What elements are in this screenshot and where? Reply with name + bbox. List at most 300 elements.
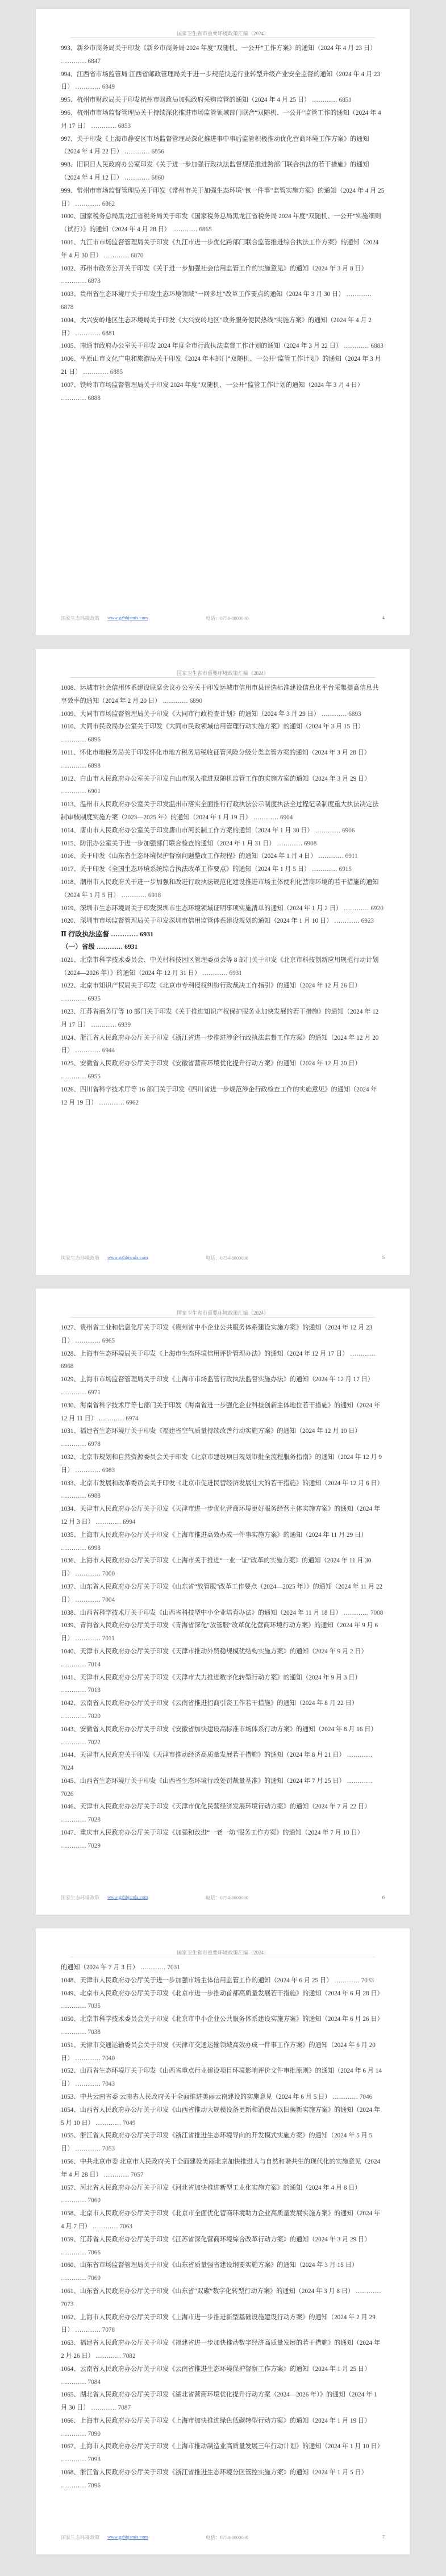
entry-title: 1055、浙江省人民政府办公厅关于印发《浙江省推进生态环境导向的开发模式实施方案》的通知（2024 年 5 月 5 日） — [61, 2132, 373, 2153]
toc-entry[interactable] — [61, 2039, 385, 2065]
entry-title: 1014、唐山市人民政府办公室关于印发唐山市河长制工作方案的通知（2024 年 1 月 30 日） — [61, 827, 314, 834]
entry-title: 1030、海南省科学技术厅等七部门关于印发《海南省进一步强化企业科技创新主体地位若干措施》的通知（2024 年 12 月 11 日） — [61, 1402, 381, 1422]
entry-page-number: 6883 — [370, 343, 384, 350]
entry-title: 1031、福建省生态环境厅关于印发《福建省空气质量持续改善行动实施方案》的通知（2024 年 12 月 10 日） — [61, 1428, 361, 1435]
header-divider — [70, 1317, 376, 1318]
toc-entry[interactable] — [61, 2440, 385, 2466]
dot-leader: ………… — [139, 1964, 168, 1971]
entry-page-number: 7084 — [87, 2378, 101, 2386]
toc-entry[interactable] — [61, 1373, 385, 1399]
page-footer — [61, 615, 385, 623]
entry-title: 1011、怀化市地税务局关于印发怀化市地方税务局税收征管风险分级分类监管方案的通知（2024 年 3 月 28 日） — [61, 749, 370, 756]
dot-leader: ………… — [348, 1350, 376, 1357]
dot-leader: ………… — [310, 866, 339, 873]
entry-page-number: 6893 — [348, 710, 361, 718]
toc-entry[interactable] — [61, 1800, 385, 1827]
entry-page-number: 7082 — [123, 2352, 136, 2360]
entry-page-number: 7096 — [87, 2482, 101, 2489]
toc-entry[interactable] — [61, 107, 385, 133]
toc-entry[interactable] — [61, 863, 385, 876]
page-header: 国家卫生省市重要环境政策汇编（2024） — [176, 670, 269, 676]
entry-page-number: 7004 — [102, 1596, 115, 1603]
entry-title: 1062、上海市人民政府办公厅关于印发《上海市进一步推进新型基础设施建设行动方案》的通知（2024 年 2 月 29 日） — [61, 2314, 376, 2334]
toc-entry[interactable] — [61, 979, 385, 1006]
dot-leader: ………… — [342, 343, 371, 350]
dot-leader: ………… — [61, 57, 88, 65]
dot-leader: ………… — [61, 1441, 88, 1448]
toc-entry[interactable] — [61, 210, 385, 236]
entry-page-number: 6955 — [87, 1073, 101, 1080]
entry-page-number: 6849 — [102, 84, 115, 91]
entry-page-number: 7063 — [119, 2223, 132, 2230]
dot-leader: ………… — [97, 1415, 126, 1422]
dot-leader: ………… — [73, 1635, 102, 1643]
document-page-3 — [36, 1289, 410, 1915]
toc-entry[interactable] — [61, 1827, 385, 1853]
toc-entry[interactable] — [61, 236, 385, 262]
entry-title: 1029、上海市市场监督管理局关于印发《上海市市场监管行政执法监督实施办法》的通知（2024 年 12 月 17 日） — [61, 1376, 374, 1383]
dot-leader: ………… — [73, 1570, 102, 1578]
dot-leader: ………… — [109, 930, 140, 939]
toc-entry[interactable] — [61, 1057, 385, 1083]
entry-title: 1039、青海省人民政府办公厅关于印发《青海省深化“放管服”改革优化营商环境行动方案》的通知（2024 年 9 月 6 日） — [61, 1622, 378, 1643]
dot-leader: ………… — [61, 1842, 88, 1849]
entry-page-number: 6935 — [87, 995, 101, 1003]
entry-title: 1061、山东省人民政府办公厅关于印发《山东省“双碳”数字化转型行动方案》的通知（2024 年 3 月 8 日） — [61, 2287, 355, 2295]
dot-leader: ………… — [61, 1712, 88, 1720]
dot-leader: ………… — [61, 2028, 88, 2036]
toc-entry[interactable] — [61, 1607, 385, 1620]
footer-label: 国家生态环境政策 — [61, 2535, 100, 2540]
toc-entry[interactable] — [61, 2311, 385, 2337]
entry-title: 1015、防汛办公室关于进一步加强部门联合检查的通知（2024 年 1 月 31 日） — [61, 840, 276, 847]
dot-leader: ………… — [61, 1739, 88, 1746]
toc-entry[interactable] — [61, 314, 385, 340]
dot-leader: ………… — [61, 762, 88, 769]
entry-title: 1053、中共云南省委 云南省人民政府关于全面推进美丽云南建设的实施意见（2024 年 6 月 5 日） — [61, 2093, 331, 2100]
entry-title: 1001、九江市市场监督管理局关于印发《九江市进一步优化跨部门联合监管推进综合执法工作方案》的通知（2024 年 4 月 30 日） — [61, 239, 379, 259]
toc-entry[interactable] — [61, 1477, 385, 1503]
dot-leader: ………… — [89, 2404, 118, 2412]
dot-leader: ………… — [61, 995, 88, 1003]
dot-leader: ………… — [342, 904, 371, 912]
toc-list — [61, 682, 385, 1109]
entry-title: 1000、国家税务总局黑龙江省税务局关于印发《国家税务总局黑龙江省税务局 2024 年度“双随机、一公开”实施细则（试行）》的通知（2024 年 4 月 28 日） — [61, 213, 381, 234]
entry-title: 1040、天津市人民政府办公厅关于印发《天津市推动外贸稳规模优结构实施方案》的通知（2024 年 9 月 2 日） — [61, 1648, 368, 1655]
toc-entry[interactable] — [61, 954, 385, 980]
toc-entry[interactable] — [61, 2182, 385, 2208]
dot-leader: ………… — [341, 1609, 370, 1616]
dot-leader: ………… — [123, 174, 152, 181]
entry-page-number: 7011 — [102, 1635, 115, 1643]
entry-title: 1064、云南省人民政府办公厅关于印发《云南省推进生态环境保护督察工作方案》的通知（2024 年 1 月 25 日） — [61, 2365, 371, 2373]
entry-title: 1052、山西省生态环境厅关于印发《山西省重点行业建设项目环境影响评价文件审批原则》的通知（2024 年 6 月 14 日） — [61, 2068, 382, 2088]
entry-title: 1057、河北省人民政府办公厅关于印发《河北省加快推进新型工业化实施方案》的通知（2024 年 4 月 8 日） — [61, 2184, 361, 2191]
entry-title: 1016、关于印发《山东省生态环境保护督察问题整改工作规程》的通知（2024 年 1 月 4 日） — [61, 853, 317, 860]
dot-leader: ………… — [61, 2456, 88, 2464]
dot-leader: ………… — [94, 2352, 123, 2360]
page-header: 国家卫生省市重要环境政策汇编（2024） — [176, 1950, 269, 1956]
footer-link[interactable]: www.gzhbjsmls.com — [107, 1254, 148, 1260]
toc-entry[interactable] — [61, 42, 385, 68]
entry-page-number: 6904 — [280, 814, 293, 821]
toc-entry[interactable] — [61, 1619, 385, 1645]
dot-leader: ………… — [332, 1977, 361, 1984]
entry-title: 1008、运城市社会信用体系建设联席会议办公室关于印发运城市信用市县评选标准建设信息化平台采集提高信息共享效率的通知（2024 年 2 月 20 日） — [61, 685, 379, 705]
entry-page-number: 6920 — [370, 904, 384, 912]
dot-leader: ………… — [61, 2249, 88, 2256]
entry-page-number: 7053 — [102, 2145, 115, 2153]
dot-leader: ………… — [61, 2430, 88, 2437]
toc-list — [61, 1322, 385, 1853]
entry-page-number: 7029 — [87, 1842, 101, 1849]
dot-leader: ………… — [89, 1021, 118, 1028]
toc-entry[interactable] — [61, 2259, 385, 2285]
footer-phone: 电话：0754-8000000 — [206, 1895, 249, 1900]
footer-phone: 电话：0754-8000000 — [206, 615, 249, 621]
toc-entry[interactable] — [61, 2156, 385, 2182]
entry-title: 1003、贵州省生态环境厅关于印发生态环境领域“一网多址”改革工作要点的通知（2024 年 3 月 30 日） — [61, 291, 345, 298]
toc-entry[interactable] — [61, 159, 385, 185]
dot-leader: ………… — [61, 2378, 88, 2386]
entry-page-number: 6968 — [61, 1363, 74, 1370]
entry-title: 993、新乡市商务局关于印发《新乡市商务局 2024 年度“双随机、一公开”工作方案》的通知（2024 年 4 月 23 日） — [61, 45, 377, 52]
toc-entry[interactable] — [61, 2065, 385, 2091]
toc-entry[interactable] — [61, 2337, 385, 2363]
toc-entry[interactable] — [61, 824, 385, 837]
entry-page-number: 6856 — [151, 148, 164, 156]
toc-entry[interactable] — [61, 915, 385, 928]
toc-entry[interactable] — [61, 2233, 385, 2260]
toc-section-heading[interactable] — [61, 928, 385, 941]
toc-entry[interactable] — [61, 94, 385, 107]
entry-title: Ⅱ 行政执法监督 — [61, 930, 110, 939]
entry-title: 1013、温州市人民政府办公室关于印发温州市落实全面推行行政执法公示制度执法全过程记录制度重大执法决定法制审核制度实施方案（2023—2025 年）的通知（2024 年 1 月 19 日） — [61, 801, 379, 821]
entry-title: 996、杭州市市场监督管理局关于持续深化推进市场监管领域部门联合“双随机、一公开”监管工作的通知（2024 年 4 月 17 日） — [61, 109, 381, 130]
toc-entry[interactable] — [61, 747, 385, 773]
entry-title: 1032、北京市规划和自然资源委员会关于印发《北京市建设项目规划审批全流程服务指南》的通知（2024 年 12 月 9 日） — [61, 1453, 382, 1474]
entry-title: 1017、关于印发《全国生态环境系统综合执法改革工作要点》的通知（2024 年 1 月 5 日） — [61, 866, 311, 873]
dot-leader: ………… — [73, 84, 102, 91]
toc-entry[interactable] — [61, 773, 385, 799]
entry-page-number: 6962 — [126, 1099, 139, 1106]
toc-entry[interactable] — [61, 837, 385, 851]
toc-entry[interactable] — [61, 1083, 385, 1110]
entry-page-number: 7026 — [61, 1790, 74, 1798]
dot-leader: ………… — [345, 1752, 373, 1759]
entry-page-number: 7049 — [123, 2119, 136, 2127]
entry-title: 1033、北京市发展和改革委员会关于印发《北京市促进民营经济发展壮大的若干措施》的通知（2024 年 12 月 6 日） — [61, 1479, 384, 1487]
entry-title: 1056、中共北京市委 北京市人民政府关于全面建设美丽北京加快推进人与自然和谐共生的现代化的实施意见（2024 年 4 月 28 日） — [61, 2158, 381, 2178]
entry-title: 1047、重庆市人民政府办公厅关于印发《加强和改进“一老一幼”服务工作方案》的通知（2024 年 7 月 10 日） — [61, 1829, 364, 1837]
toc-entry[interactable] — [61, 2091, 385, 2104]
toc-list — [61, 42, 385, 405]
entry-title: 994、江西省市场监管局 江西省邮政管理局关于进一步规范快递行业转型升级产业安全监督的通知（2024 年 4 月 23 日） — [61, 70, 381, 91]
page-number: 6 — [382, 1894, 385, 1900]
entry-page-number: 7046 — [359, 2093, 373, 2100]
entry-title: 1028、上海市生态环境局关于印发《上海市生态环境信用评价管理办法》的通知（2024 年 12 月 17 日） — [61, 1350, 349, 1357]
dot-leader: ………… — [319, 710, 349, 718]
dot-leader: ………… — [73, 1337, 102, 1344]
dot-leader: ………… — [61, 1661, 88, 1668]
entry-page-number: 6988 — [87, 1493, 101, 1500]
toc-entry[interactable] — [61, 876, 385, 902]
dot-leader: ………… — [94, 943, 125, 951]
dot-leader: ………… — [61, 2482, 88, 2489]
entry-page-number: 7073 — [61, 2300, 74, 2308]
toc-entry[interactable] — [61, 1529, 385, 1555]
entry-page-number: 6851 — [339, 97, 352, 104]
toc-entry[interactable] — [61, 798, 385, 824]
dot-leader: ………… — [61, 788, 88, 795]
toc-entry[interactable] — [61, 720, 385, 747]
toc-entry[interactable] — [61, 2415, 385, 2441]
entry-title: 1065、湖北省人民政府办公厅关于印发《湖北省营商环境优化提升行动方案（2024—2026 年）》的通知（2024 年 1 月 30 日） — [61, 2391, 377, 2412]
entry-title: 1044、天津市人民政府关于印发《天津市推动经济高质量发展若干措施》的通知（2024 年 8 月 21 日） — [61, 1752, 345, 1759]
entry-title: 1058、北京市人民政府办公厅关于印发《北京市全面优化营商环境助力企业高质量发展实施方案》的通知（2024 年 4 月 7 日） — [61, 2210, 381, 2230]
dot-leader: ………… — [61, 1073, 88, 1080]
toc-entry[interactable] — [61, 1032, 385, 1058]
footer-link[interactable]: www.gzhbjsmls.com — [107, 1894, 148, 1900]
toc-entry[interactable] — [61, 68, 385, 94]
dot-leader: ………… — [119, 891, 148, 899]
toc-entry[interactable] — [61, 1006, 385, 1032]
dot-leader: ………… — [73, 2145, 102, 2153]
entry-page-number: 6847 — [87, 57, 101, 65]
dot-leader: ………… — [89, 122, 118, 130]
entry-page-number: 6888 — [87, 394, 101, 402]
dot-leader: ………… — [61, 278, 88, 285]
page-number: 4 — [382, 615, 385, 620]
entry-title: 1038、山西省科学技术厅关于印发《山西省科技型中小企业培育办法》的通知（2024 年 11 月 18 日） — [61, 1609, 342, 1616]
dot-leader: ………… — [331, 2093, 360, 2100]
toc-entry[interactable] — [61, 1961, 385, 1974]
entry-title: 1009、大同市市场监督管理局关于印发《大同市行政检查计划》的通知（2024 年 3 月 29 日） — [61, 710, 320, 718]
entry-page-number: 6870 — [131, 252, 144, 259]
entry-title: 1005、南通市政府办公室关于印发 2024 年度全市行政执法监督工作计划的通知（2024 年 3 月 22 日） — [61, 343, 343, 350]
entry-title: 1021、北京市科学技术委员会、中关村科技园区管理委员会等 8 部门关于印发《北京市科技创新应用规范行动计划（2024—2026 年）》的通知（2024 年 12 月 31 日） — [61, 956, 379, 977]
entry-page-number: 6881 — [102, 330, 115, 337]
toc-entry[interactable] — [61, 682, 385, 708]
entry-title: 1010、大同市民政局办公室关于印发《大同市民政领域信用管理行动实施方案》的通知（2024 年 3 月 15 日） — [61, 723, 365, 731]
entry-page-number: 6873 — [87, 278, 101, 285]
dot-leader: ………… — [81, 368, 110, 376]
toc-entry[interactable] — [61, 340, 385, 353]
entry-page-number: 6965 — [102, 1337, 115, 1344]
entry-page-number: 7093 — [87, 2456, 101, 2464]
entry-title: 1060、山东省市场监督管理局关于印发《山东省质量强省建设纲要实施方案》的通知（2024 年 3 月 15 日） — [61, 2262, 359, 2269]
entry-page-number: 6896 — [87, 736, 101, 744]
toc-entry[interactable] — [61, 288, 385, 314]
footer-label: 国家生态环境政策 — [61, 615, 100, 621]
toc-entry[interactable] — [61, 1425, 385, 1451]
toc-entry[interactable] — [61, 1322, 385, 1348]
entry-page-number: 6911 — [345, 853, 358, 860]
dot-leader: ………… — [61, 394, 88, 402]
entry-page-number: 7018 — [87, 1687, 101, 1694]
toc-entry[interactable] — [61, 1775, 385, 1801]
entry-page-number: 6862 — [102, 200, 115, 207]
entry-page-number: 6915 — [339, 866, 352, 873]
page-header: 国家卫生省市重要环境政策汇编（2024） — [176, 31, 269, 36]
dot-leader: ………… — [345, 1777, 373, 1785]
entry-page-number: 7014 — [87, 1661, 101, 1668]
entry-title: 995、杭州市财政局关于印发杭州市财政局加强政府采购监管的通知（2024 年 4 月 25 日） — [61, 97, 311, 104]
toc-entry[interactable] — [61, 708, 385, 721]
toc-entry[interactable] — [61, 1749, 385, 1775]
entry-page-number: 6974 — [126, 1415, 139, 1422]
entry-page-number: 7069 — [87, 2275, 101, 2282]
entry-title: 997、关于印发《上海市静安区市场监督管理局深化推进事中事后监管积极推动优化营商环境工作方案》的通知（2024 年 4 月 22 日） — [61, 135, 369, 156]
entry-page-number: 6923 — [361, 918, 374, 925]
toc-entry[interactable] — [61, 902, 385, 915]
entry-page-number: 6865 — [199, 226, 212, 234]
toc-entry[interactable] — [61, 353, 385, 379]
dot-leader: ………… — [310, 97, 339, 104]
entry-title: 1027、贵州省工业和信息化厅关于印发《贵州省中小企业公共服务体系建设实施方案》的通知（2024 年 12 月 23 日） — [61, 1324, 373, 1344]
toc-entry[interactable] — [61, 2129, 385, 2156]
entry-title: 1025、安徽省人民政府办公厅关于印发《安徽省营商环境优化提升行动方案》的通知（2024 年 12 月 20 日） — [61, 1060, 361, 1068]
toc-entry[interactable] — [61, 185, 385, 211]
toc-entry[interactable] — [61, 1451, 385, 1477]
entry-title: 1048、天津市人民政府办公厅关于进一步加强市场主体信用监管工作的通知（2024 年 6 月 25 日） — [61, 1977, 333, 1984]
entry-title: 1019、深圳市生态环境局关于印发深圳市生态环境领域证明事项实施清单的通知（2024 年 1 月 2 日） — [61, 904, 343, 912]
document-page-4 — [36, 1928, 410, 2554]
entry-title: 1007、铁岭市市场监督管理局关于印发 2024 年度“双随机、一公开”监管工作计划的通知（2024 年 3 月 4 日） — [61, 381, 364, 389]
entry-page-number: 6978 — [87, 1441, 101, 1448]
entry-title: 1051、天津市交通运输委员会关于印发《天津市交通运输领域高效办成一件事工作方案》的通知（2024 年 6 月 20 日） — [61, 2041, 376, 2062]
toc-entry[interactable] — [61, 2466, 385, 2492]
dot-leader: ………… — [61, 1389, 88, 1396]
footer-label: 国家生态环境政策 — [61, 1895, 100, 1900]
dot-leader: ………… — [73, 2081, 102, 2088]
dot-leader: ………… — [316, 853, 345, 860]
dot-leader: ………… — [97, 1099, 126, 1106]
dot-leader: ………… — [275, 840, 304, 847]
toc-entry[interactable] — [61, 2363, 385, 2389]
dot-leader: ………… — [73, 330, 102, 337]
entry-page-number: 7008 — [370, 1609, 384, 1616]
entry-page-number: 6885 — [110, 368, 123, 376]
entry-page-number: 7024 — [61, 1765, 74, 1772]
toc-entry[interactable] — [61, 1723, 385, 1749]
entry-page-number: 7020 — [87, 1712, 101, 1720]
entry-title: 1037、山东省人民政府办公厅关于印发《山东省“放管服”改革工作要点（2024—2025 年）》的通知（2024 年 11 月 22 日） — [61, 1583, 383, 1603]
footer-label: 国家生态环境政策 — [61, 1255, 100, 1261]
toc-entry[interactable] — [61, 1348, 385, 1374]
toc-entry[interactable] — [61, 2389, 385, 2415]
footer-phone: 电话：0754-8000000 — [206, 2535, 249, 2540]
entry-title: 1068、浙江省人民政府办公厅关于印发《浙江省推进生态环境分区管控实施方案》的通知（2024 年 1 月 5 日） — [61, 2469, 368, 2477]
entry-page-number: 7066 — [87, 2249, 101, 2256]
toc-entry[interactable] — [61, 2104, 385, 2130]
toc-entry[interactable] — [61, 850, 385, 863]
entry-page-number: 6906 — [342, 827, 355, 834]
entry-title: 1036、上海市人民政府办公厅关于印发《上海市关于推进“一业一证”改革的实施方案》的通知（2024 年 11 月 30 日） — [61, 1557, 372, 1578]
toc-entry[interactable] — [61, 2013, 385, 2039]
entry-page-number: 6878 — [61, 303, 74, 311]
toc-entry[interactable] — [61, 2207, 385, 2233]
toc-entry[interactable] — [61, 133, 385, 159]
entry-page-number: 6939 — [118, 1021, 131, 1028]
entry-page-number: 7031 — [167, 1964, 180, 1971]
entry-title: 1023、江苏省商务厅等 10 部门关于印发《关于推进知识产权保护服务业加快发展的若干措施》的通知（2024 年 12 月 17 日） — [61, 1008, 379, 1028]
dot-leader: ………… — [73, 200, 102, 207]
entry-title: 1066、上海市人民政府办公厅关于印发《上海市加快推进绿色低碳转型行动方案》的通知（2024 年 1 月 19 日） — [61, 2417, 371, 2424]
entry-title: 1042、云南省人民政府办公厅关于印发《云南省推进招商引资工作若干措施》的通知（2024 年 8 月 22 日） — [61, 1700, 359, 1707]
page-footer — [61, 1894, 385, 1902]
entry-title: 1034、天津市人民政府办公厅关于印发《天津市进一步优化营商环境更好服务经营主体实施方案》的通知（2024 年 12 月 3 日） — [61, 1506, 381, 1525]
toc-entry[interactable] — [61, 1581, 385, 1607]
entry-title: 1024、浙江省人民政府办公厅关于印发《浙江省进一步推进涉企行政执法监督工作方案》的通知（2024 年 12 月 20 日） — [61, 1034, 379, 1054]
entry-page-number: 7000 — [102, 1570, 115, 1578]
toc-entry[interactable] — [61, 262, 385, 289]
toc-entry[interactable] — [61, 1554, 385, 1581]
entry-title: 1067、上海市人民政府办公厅关于印发《上海市推动制造业高质量发展三年行动计划》的通知（2024 年 1 月 10 日） — [61, 2443, 384, 2450]
entry-page-number: 6944 — [102, 1047, 115, 1054]
entry-page-number: 6931 — [229, 969, 242, 977]
entry-title: 1059、江苏省人民政府办公厅关于印发《江苏省深化营商环境综合改革行动方案》的通知（2024 年 3 月 29 日） — [61, 2236, 371, 2243]
entry-title: 1041、天津市人民政府办公厅关于印发《天津市大力推进数字化转型行动方案》的通知（2024 年 9 月 3 日） — [61, 1674, 361, 1681]
entry-title: 1035、上海市人民政府办公厅关于印发《上海市推进高效办成一件事实施方案》的通知（2024 年 11 月 29 日） — [61, 1531, 368, 1539]
toc-sub-heading[interactable] — [61, 941, 385, 954]
entry-page-number: 6898 — [87, 762, 101, 769]
entry-page-number: 6918 — [148, 891, 161, 899]
dot-leader: ………… — [354, 2287, 381, 2295]
page-number: 5 — [382, 1254, 385, 1260]
dot-leader: ………… — [170, 226, 199, 234]
entry-title: 1050、北京市科学技术委员会关于印发《北京市中小企业公共服务体系建设实施方案》的通知（2024 年 6 月 26 日） — [61, 2016, 384, 2023]
entry-title: 1020、深圳市市场监督管理局关于印发深圳市信用监管体系建设规划的通知（2024 年 1 月 10 日） — [61, 918, 333, 925]
entry-title: 1046、天津市人民政府办公厅关于印发《天津市优化民营经济发展环境行动方案》的通知（2024 年 7 月 22 日） — [61, 1803, 371, 1811]
toc-entry[interactable] — [61, 1672, 385, 1698]
toc-entry[interactable] — [61, 1503, 385, 1529]
document-page-2 — [36, 649, 410, 1275]
footer-link[interactable]: www.gzhbjsmls.com — [107, 2534, 148, 2540]
footer-link[interactable]: www.gzhbjsmls.com — [107, 615, 148, 620]
toc-entry[interactable] — [61, 1697, 385, 1723]
dot-leader: ………… — [61, 1493, 88, 1500]
dot-leader: ………… — [344, 291, 372, 298]
entry-page-number: 7087 — [118, 2404, 131, 2412]
header-divider — [70, 37, 376, 38]
toc-entry[interactable] — [61, 1399, 385, 1425]
toc-entry[interactable] — [61, 1987, 385, 2014]
entry-page-number: 6890 — [189, 697, 202, 705]
dot-leader: ………… — [201, 969, 230, 977]
dot-leader: ………… — [91, 2223, 120, 2230]
toc-entry[interactable] — [61, 2285, 385, 2311]
dot-leader: ………… — [61, 1816, 88, 1824]
toc-list — [61, 1961, 385, 2492]
dot-leader: ………… — [61, 1544, 88, 1552]
entry-title: 1043、安徽省人民政府办公厅关于印发《安徽省加快建设高标准市场体系行动方案》的通知（2024 年 8 月 16 日） — [61, 1725, 377, 1733]
dot-leader: ………… — [61, 736, 88, 744]
dot-leader: ………… — [102, 2171, 131, 2178]
entry-page-number: 7035 — [87, 2003, 101, 2010]
entry-title: 1006、平原山市文化广电和旅游局关于印发《2024 年本部门“双随机、一公开”监管工作计划》的通知（2024 年 3 月 21 日） — [61, 356, 381, 376]
dot-leader: ………… — [123, 148, 152, 156]
entry-page-number: 7090 — [87, 2430, 101, 2437]
entry-page-number: 7043 — [102, 2081, 115, 2088]
dot-leader: ………… — [73, 1596, 102, 1603]
toc-entry[interactable] — [61, 1974, 385, 1987]
entry-page-number: 7060 — [87, 2197, 101, 2204]
entry-page-number: 6971 — [87, 1389, 101, 1396]
page-header: 国家卫生省市重要环境政策汇编（2024） — [176, 1310, 269, 1316]
toc-entry[interactable] — [61, 379, 385, 405]
toc-entry[interactable] — [61, 1645, 385, 1672]
